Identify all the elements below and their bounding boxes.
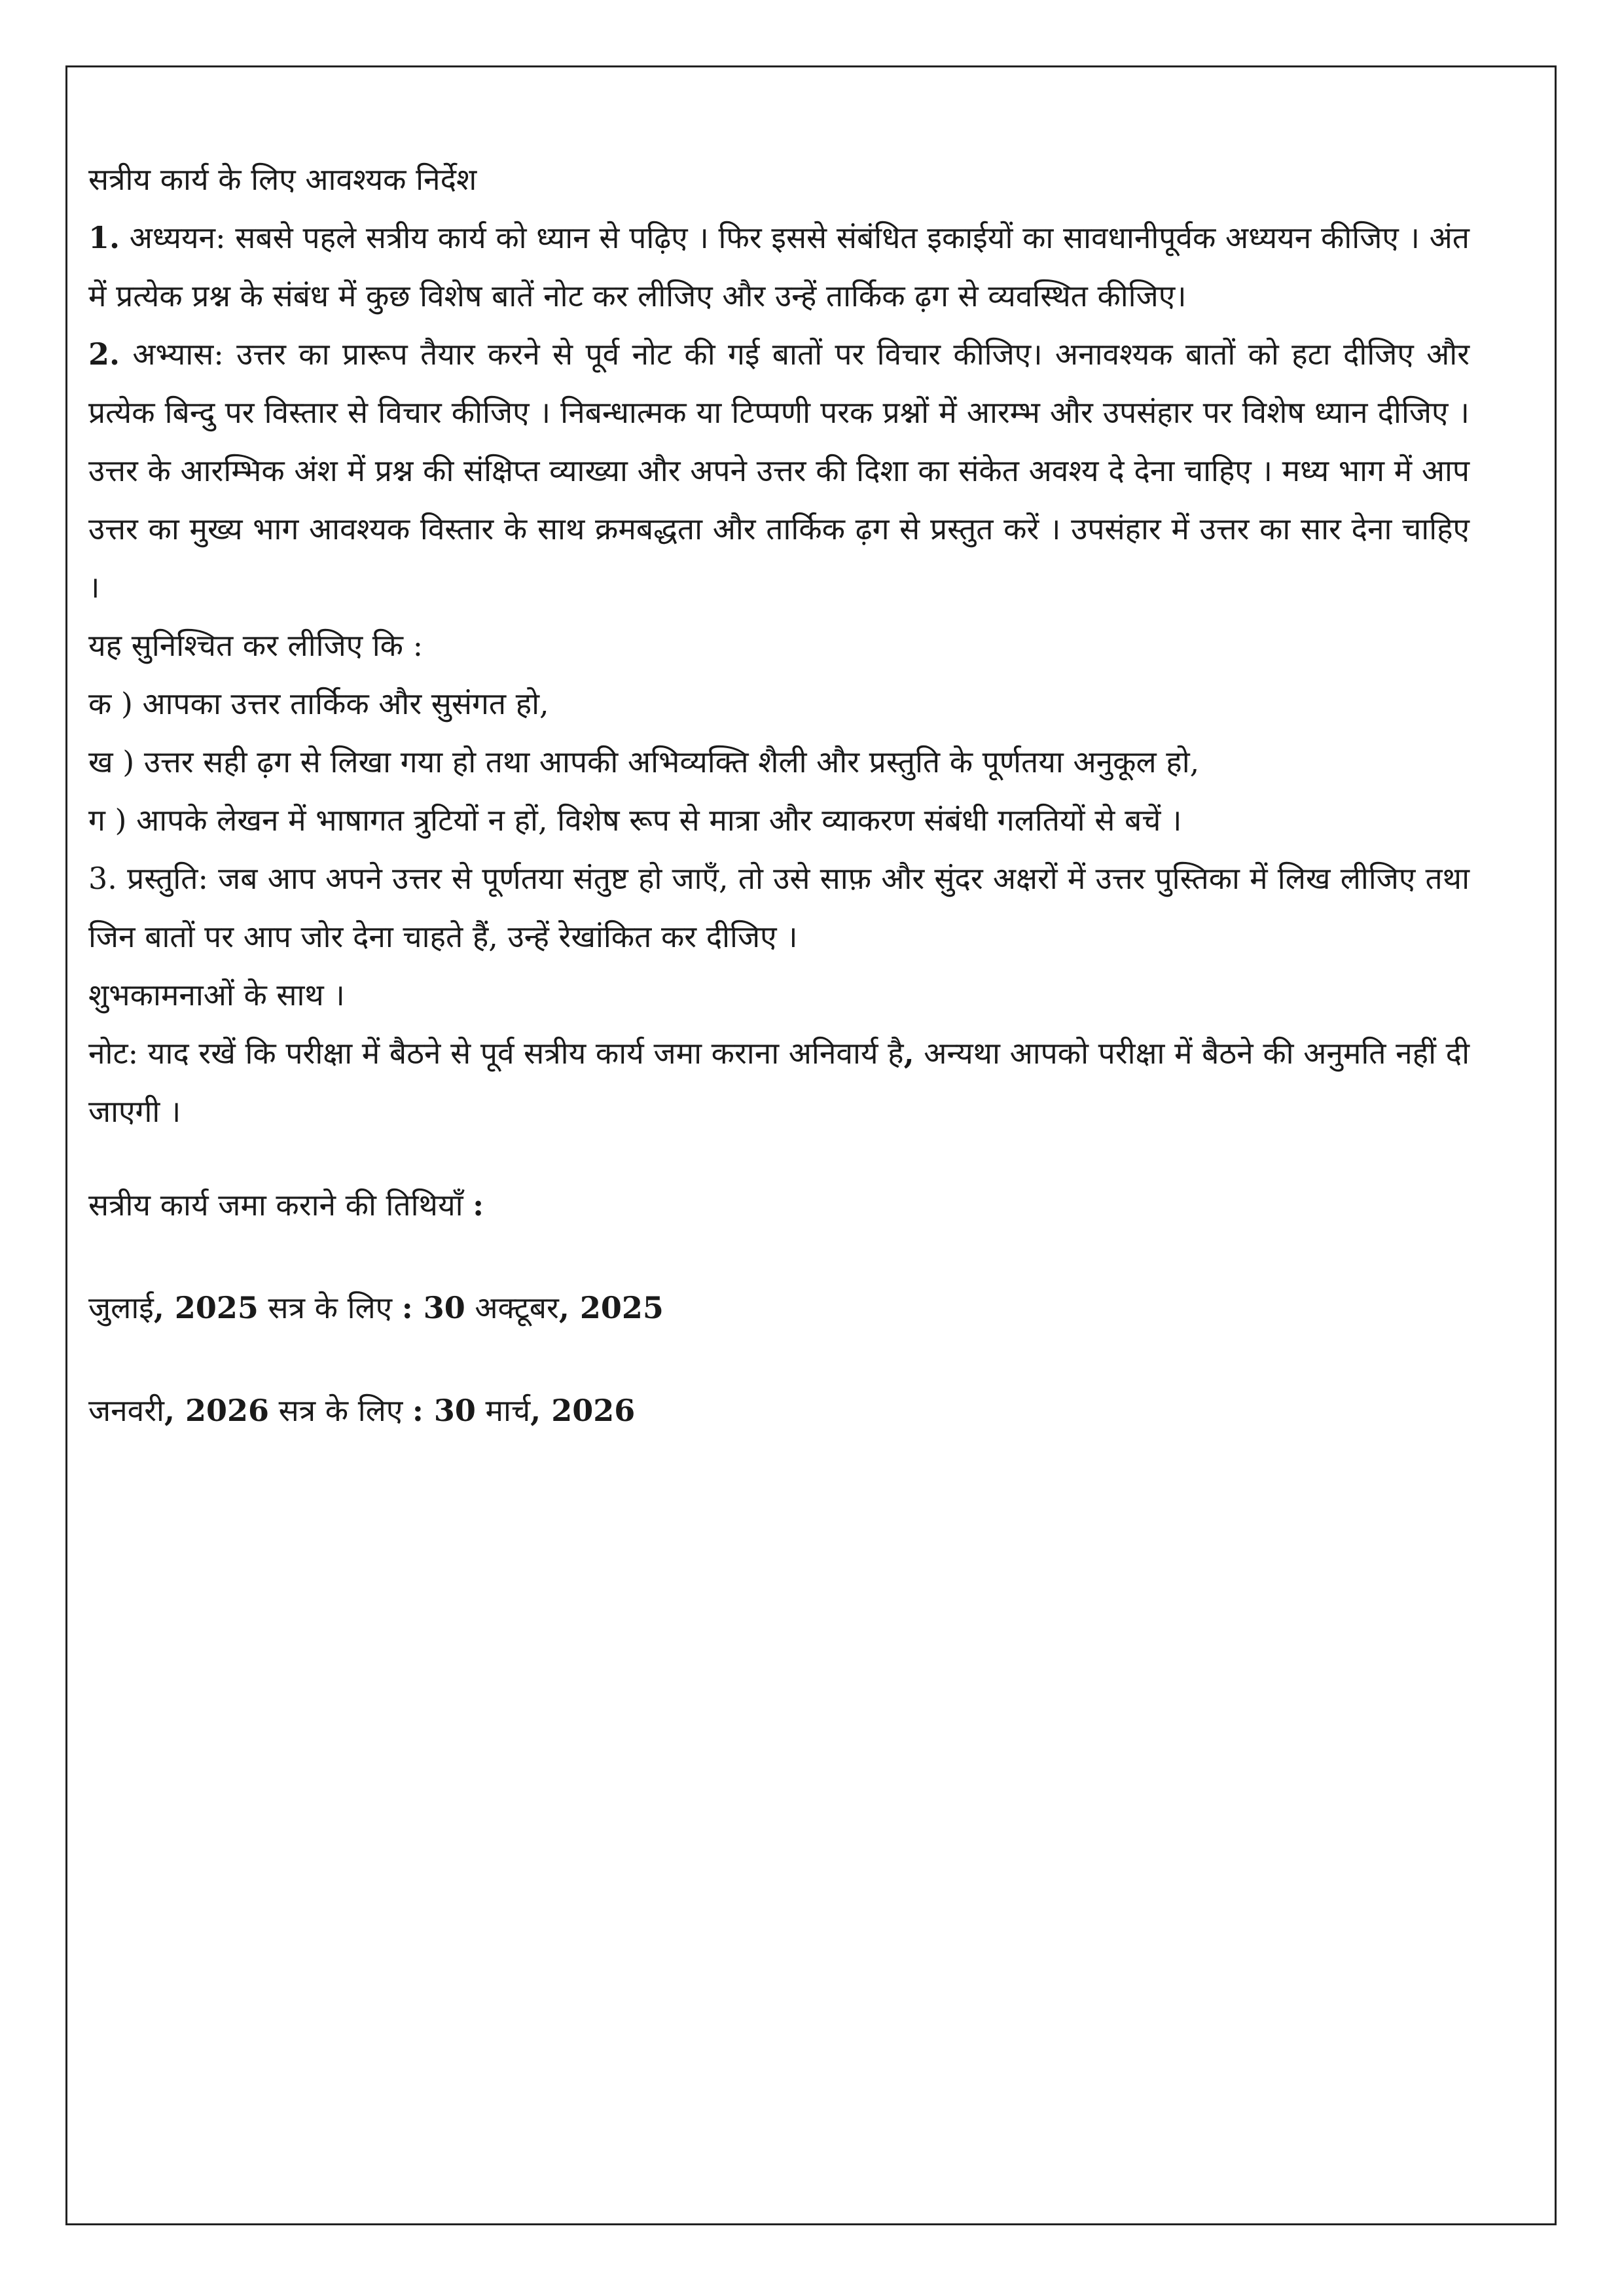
deadline-day: : 30 <box>401 1290 465 1325</box>
section-text: उत्तर का प्रारूप तैयार करने से पूर्व नोट की गई बातों पर विचार कीजिए। अनावश्यक बातों को हटा दीजिए और प्रत्येक बिन्दु पर विस्तार से विचार कीजिए । निबन्धात्मक या टिप्पणी परक प्रश्नों में आरम्भ और उपसंहार पर विशेष ध्यान दीजिए । उत्तर के आरम्भिक अंश में प्रश्न की संक्षिप्त व्याख्या और अपने उत्तर की दिशा का संकेत अवश्य दे देना चाहिए । मध्य भाग में आप उत्तर का मुख्य भाग आवश्यक विस्तार के साथ क्रमबद्धता और तार्किक ढ़ग से प्रस्तुत करें । उपसंहार में उत्तर का सार देना चाहिए । <box>88 336 1470 605</box>
note <box>88 1024 1470 1141</box>
section-study <box>88 209 1470 325</box>
date-january-session <box>88 1382 1470 1440</box>
instructions-body <box>88 151 1470 1440</box>
ensure-item: ग ) आपके लेखन में भाषागत त्रुटियों न हों, विशेष रूप से मात्रा और व्याकरण संबंधी गलतियों से बचें । <box>88 802 1182 838</box>
session-mid: सत्र के लिए <box>269 1393 412 1428</box>
ensure-item: क ) आपका उत्तर तार्किक और सुसंगत हो, <box>88 686 549 721</box>
note-label: नोट: <box>88 1035 139 1071</box>
session-year: , 2026 <box>164 1393 270 1428</box>
note-text: याद रखें कि परीक्षा में बैठने से पूर्व सत्रीय कार्य जमा कराना अनिवार्य है <box>138 1035 904 1071</box>
deadline-day: : 30 <box>412 1393 476 1428</box>
deadline-month: मार्च <box>475 1393 531 1428</box>
section-text: सबसे पहले सत्रीय कार्य को ध्यान से पढ़िए । फिर इससे संबंधित इकाईयों का सावधानीपूर्वक अध्ययन कीजिए । अंत में प्रत्येक प्रश्न के संबंध में कुछ विशेष बातें नोट कर लीजिए और उन्हें तार्किक ढ़ग से व्यवस्थित कीजिए। <box>88 220 1470 314</box>
page-title: सत्रीय कार्य के लिए आवश्यक निर्देश <box>88 162 477 197</box>
session-mid: सत्र के लिए <box>258 1290 402 1325</box>
section-label: प्रस्तुति: <box>127 861 208 896</box>
section-text: जब आप अपने उत्तर से पूर्णतया संतुष्ट हो जाएँ, तो उसे साफ़ और सुंदर अक्षरों में उत्तर पुस्तिका में लिख लीजिए तथा जिन बातों पर आप जोर देना चाहते हैं, उन्हें रेखांकित कर दीजिए । <box>88 861 1470 954</box>
note-text-continued: अन्यथा आपको परीक्षा में बैठने की अनुमति नहीं दी जाएगी । <box>88 1035 1470 1129</box>
session-month: जुलाई <box>88 1290 154 1325</box>
deadline-month: अक्टूबर <box>465 1290 559 1325</box>
note-comma: , <box>903 1035 914 1071</box>
closing-wishes: शुभकामनाओं के साथ । <box>88 977 345 1013</box>
deadline-year: , 2026 <box>530 1393 636 1428</box>
session-year: , 2025 <box>153 1290 259 1325</box>
ensure-intro: यह सुनिश्चित कर लीजिए कि : <box>88 628 424 663</box>
section-number: 1. <box>88 220 120 255</box>
section-presentation <box>88 850 1470 966</box>
deadline-year: , 2025 <box>558 1290 664 1325</box>
ensure-item: ख ) उत्तर सही ढ़ग से लिखा गया हो तथा आपकी अभिव्यक्ति शैली और प्रस्तुति के पूर्णतया अनुकूल हो, <box>88 744 1200 780</box>
dates-heading-colon: : <box>473 1187 484 1223</box>
date-july-session <box>88 1279 1470 1337</box>
section-label: अभ्यास: <box>132 336 224 372</box>
dates-heading <box>88 1176 1470 1234</box>
section-number: 3. <box>88 861 117 896</box>
section-practice <box>88 325 1470 617</box>
session-month: जनवरी <box>88 1393 164 1428</box>
dates-heading-text: सत्रीय कार्य जमा कराने की तिथियाँ <box>88 1187 473 1223</box>
section-label: अध्ययन: <box>129 220 226 255</box>
section-number: 2. <box>88 336 120 372</box>
